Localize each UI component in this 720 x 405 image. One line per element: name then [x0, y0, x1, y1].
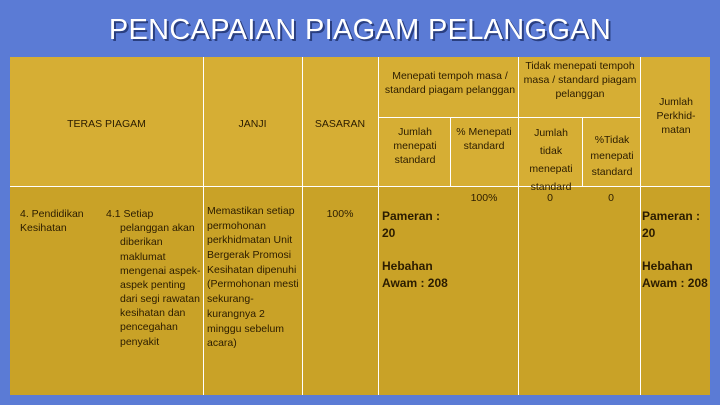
header-teras: TERAS PIAGAM: [67, 118, 146, 130]
header-pct-menepati: % Menepati standard: [456, 126, 512, 153]
sub-teras-cell: 4.1 Setiap pelanggan akan diberikan maklumat mengenai aspek-aspek penting dari segi rawatan kesihatan dan pencegahan penyakit: [106, 208, 201, 348]
teras-cell: 4. Pendidikan Kesihatan: [20, 208, 84, 235]
jumlah-perkhidmatan-pameran: Pameran : 20: [642, 209, 701, 241]
achievement-table: [10, 57, 710, 395]
header-tidak-group: Tidak menepati tempoh masa / standard piagam pelanggan: [523, 60, 637, 101]
pct-tidak-cell: 0: [608, 192, 614, 204]
jumlah-tidak-cell: 0: [547, 192, 553, 204]
jumlah-menepati-pameran: Pameran : 20: [382, 209, 441, 241]
header-jumlah-perkhidmatan: Jumlah Perkhid-matan: [656, 96, 696, 137]
header-jumlah-menepati: Jumlah menepati standard: [393, 126, 437, 167]
header-pct-tidak: %Tidak menepati standard: [590, 134, 634, 178]
jumlah-menepati-hebahan: Hebahan Awam : 208: [382, 259, 448, 291]
pct-menepati-cell: 100%: [470, 192, 498, 204]
page-title: PENCAPAIAN PIAGAM PELANGGAN: [108, 14, 612, 46]
header-janji: JANJI: [238, 118, 267, 130]
sasaran-cell: 100%: [326, 208, 354, 220]
header-jumlah-tidak: Jumlah tidak menepati standard: [529, 127, 573, 193]
jumlah-perkhidmatan-hebahan: Hebahan Awam : 208: [642, 259, 708, 291]
header-sasaran: SASARAN: [314, 118, 366, 130]
header-menepati-group: Menepati tempoh masa / standard piagam pelanggan: [384, 70, 516, 97]
janji-cell: Memastikan setiap permohonan perkhidmatan Unit Bergerak Promosi Kesihatan dipenuhi (Permohonan mesti sekurang-kurangnya 2 minggu sebelum acara): [207, 205, 299, 350]
